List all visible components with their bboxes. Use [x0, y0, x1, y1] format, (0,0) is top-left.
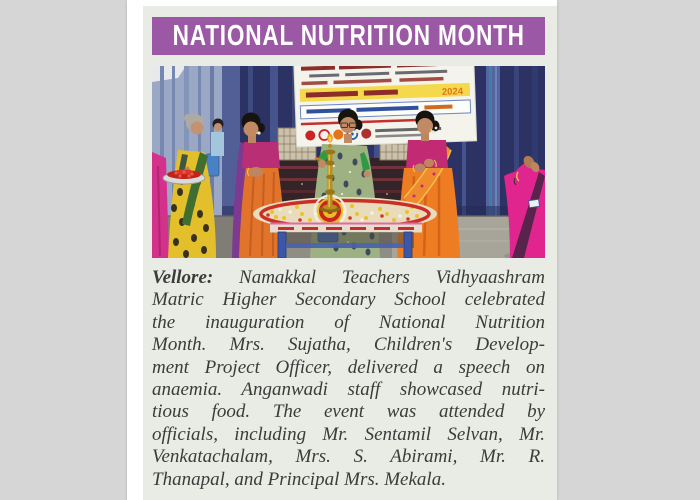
event-banner — [294, 66, 477, 147]
event-photo — [152, 66, 545, 258]
body-line: tious food. The event was attended by — [152, 401, 545, 423]
body-line: ment Project Officer, delivered a speech on — [152, 356, 545, 378]
headline-text: NATIONAL NUTRITION MONTH — [172, 20, 525, 52]
body-line: the inauguration of National Nutrition — [152, 311, 545, 333]
body-line-text: Namakkal Teachers Vidhyaashram — [213, 267, 545, 288]
article-block — [143, 6, 557, 500]
body-line: Thanapal, and Principal Mrs. Mekala. — [152, 468, 446, 490]
dateline: Vellore: — [152, 267, 214, 288]
body-line: anaemia. Anganwadi staff showcased nutri- — [152, 379, 545, 401]
body-line: Month. Mrs. Sujatha, Children's Develop- — [152, 334, 545, 356]
person-background-blue — [211, 119, 224, 157]
banner-year-text: 2024 — [441, 86, 464, 98]
id-badge — [529, 199, 540, 207]
headline-banner — [152, 17, 545, 55]
body-line: officials, including Mr. Sentamil Selvan, Mr. — [152, 423, 545, 445]
newspaper-clipping — [127, 0, 557, 500]
lamp-flame — [327, 134, 333, 143]
article-body — [152, 267, 545, 491]
body-line — [152, 267, 545, 289]
body-line: Venkatachalam, Mrs. S. Abirami, Mr. R. — [152, 446, 545, 468]
table-leg — [404, 232, 412, 258]
body-line: Matric Higher Secondary School celebrated — [152, 289, 545, 311]
table-leg — [278, 232, 286, 258]
